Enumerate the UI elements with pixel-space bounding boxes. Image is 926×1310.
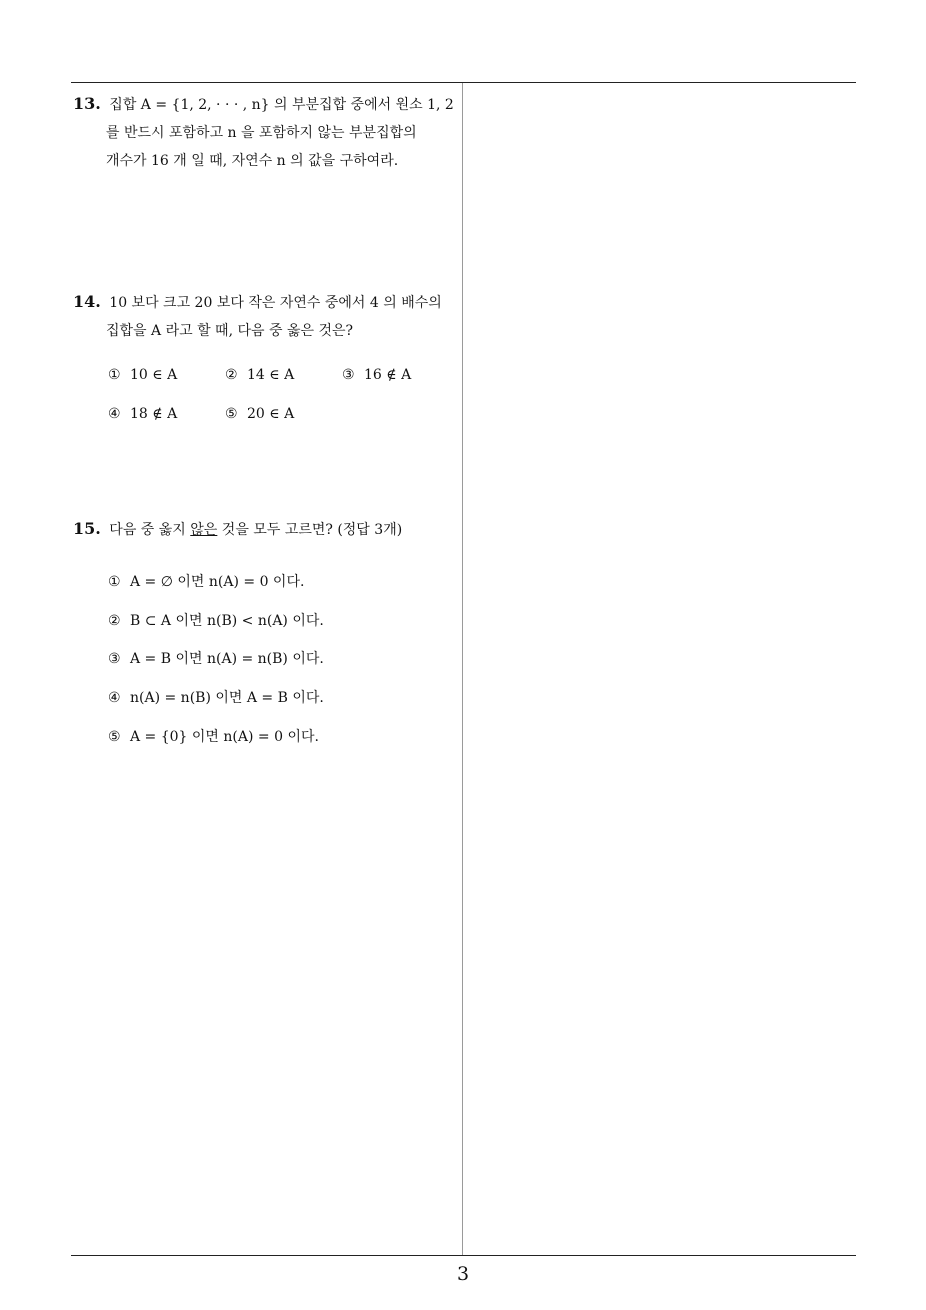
question-13-line-1 xyxy=(73,90,458,119)
question-13-text-3: 개수가 16 개 일 때, 자연수 n 의 값을 구하여라. xyxy=(106,153,399,169)
q15-option-2 xyxy=(108,610,324,630)
question-15-prefix: 다음 중 옳지 xyxy=(109,522,186,538)
option-text: A = B 이면 n(A) = n(B) 이다. xyxy=(130,651,324,667)
option-mark: ④ xyxy=(108,690,121,706)
option-text: A = {0} 이면 n(A) = 0 이다. xyxy=(130,729,319,745)
q15-option-1 xyxy=(108,571,304,591)
choice-mark: ② xyxy=(225,367,238,383)
q14-choice-2 xyxy=(225,367,294,383)
top-rule xyxy=(71,82,856,83)
choice-text: 20 ∈ A xyxy=(247,406,295,422)
question-13-number: 13. xyxy=(73,94,101,113)
question-14-line-1 xyxy=(73,288,458,317)
q14-choice-3 xyxy=(342,367,411,383)
choice-text: 14 ∈ A xyxy=(247,367,295,383)
bottom-rule xyxy=(71,1255,856,1256)
choice-text: 16 ∉ A xyxy=(364,367,412,383)
question-13-text-2: 를 반드시 포함하고 n 을 포함하지 않는 부분집합의 xyxy=(106,125,417,141)
question-14 xyxy=(73,288,458,345)
question-15-number: 15. xyxy=(73,519,101,538)
question-15-underlined: 않은 xyxy=(190,522,218,538)
q14-choice-5 xyxy=(225,406,294,422)
choice-text: 18 ∉ A xyxy=(130,406,178,422)
choice-mark: ④ xyxy=(108,406,121,422)
question-15-suffix: 것을 모두 고르면? (정답 3개) xyxy=(221,522,403,538)
choice-mark: ③ xyxy=(342,367,355,383)
question-13-text-1: 집합 A = {1, 2, · · · , n} 의 부분집합 중에서 원소 1, 2 xyxy=(109,97,454,113)
q15-option-4 xyxy=(108,687,324,707)
question-14-text-2: 집합을 A 라고 할 때, 다음 중 옳은 것은? xyxy=(106,323,354,339)
question-14-number: 14. xyxy=(73,292,101,311)
q15-option-5 xyxy=(108,726,319,746)
column-divider xyxy=(462,83,463,1255)
choice-mark: ⑤ xyxy=(225,406,238,422)
page-number: 3 xyxy=(456,1263,470,1285)
question-15 xyxy=(73,515,458,544)
q15-option-3 xyxy=(108,648,324,668)
option-text: A = ∅ 이면 n(A) = 0 이다. xyxy=(130,574,305,590)
q14-choice-4 xyxy=(108,406,177,422)
option-mark: ⑤ xyxy=(108,729,121,745)
option-mark: ① xyxy=(108,574,121,590)
option-mark: ③ xyxy=(108,651,121,667)
option-text: n(A) = n(B) 이면 A = B 이다. xyxy=(130,690,324,706)
choice-mark: ① xyxy=(108,367,121,383)
option-mark: ② xyxy=(108,613,121,629)
question-13 xyxy=(73,90,458,175)
choice-text: 10 ∈ A xyxy=(130,367,178,383)
q14-choice-1 xyxy=(108,367,177,383)
question-14-text-1: 10 보다 크고 20 보다 작은 자연수 중에서 4 의 배수의 xyxy=(109,295,442,311)
option-text: B ⊂ A 이면 n(B) < n(A) 이다. xyxy=(130,613,324,629)
question-15-line-1 xyxy=(73,515,458,544)
